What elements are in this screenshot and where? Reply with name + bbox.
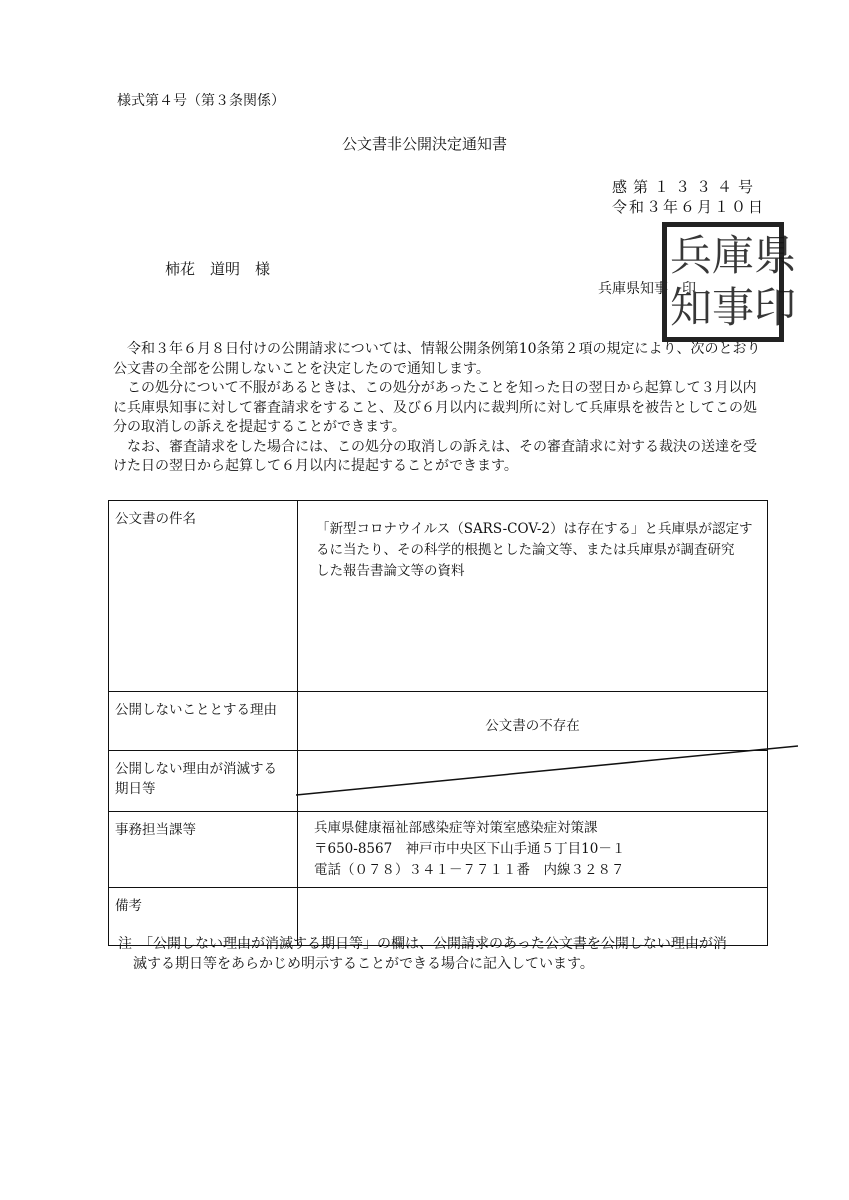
- contact-label: 事務担当課等: [109, 812, 298, 888]
- body-paragraph-2: この処分について不服があるときは、この処分があったことを知った日の翌日から起算して３月以内に兵庫県知事に対して審査請求をすること、及び６月以内に裁判所に対して兵庫県を被告としてこの処分の取消しの訴えを提起することができます。: [113, 380, 757, 435]
- subject-value: 「新型コロナウイルス（SARS-COV-2）は存在する」と兵庫県が認定す るに当たり、その科学的根拠とした論文等、または兵庫県が調査研究 した報告書論文等の資料: [298, 501, 768, 692]
- reason-label: 公開しないこととする理由: [109, 692, 298, 751]
- remarks-label: 備考: [109, 888, 298, 946]
- seal-char: 県: [754, 231, 797, 280]
- document-date: 令和３年６月１０日: [612, 198, 766, 216]
- footnote: 注 「公開しない理由が消滅する期日等」の欄は、公開請求のあった公文書を公開しない理由が消 滅する期日等をあらかじめ明示することができる場合に記入しています。: [118, 936, 727, 972]
- form-number: 様式第４号（第３条関係）: [117, 93, 285, 109]
- expiry-label: 公開しない理由が消滅する 期日等: [109, 751, 298, 812]
- seal-char: 印: [754, 283, 797, 332]
- notice-body: [113, 340, 763, 477]
- recipient-name: 柿花 道明 様: [165, 260, 271, 278]
- official-seal: [662, 222, 797, 342]
- seal-char: 知: [670, 283, 713, 332]
- subject-label: 公文書の件名: [109, 501, 298, 692]
- expiry-value: [298, 751, 768, 812]
- body-paragraph-1: 令和３年６月８日付けの公開請求については、情報公開条例第10条第２項の規定により、次のとおり公文書の全部を公開しないことを決定したので通知します。: [113, 341, 761, 377]
- decision-table: [108, 500, 768, 946]
- table-row: [109, 751, 768, 812]
- seal-char: 庫: [712, 231, 755, 280]
- seal-char: 兵: [670, 231, 713, 280]
- document-number: 感第１３３４号: [612, 178, 760, 196]
- seal-char: 事: [712, 283, 755, 332]
- table-row: [109, 501, 768, 692]
- document-title: 公文書非公開決定通知書: [341, 135, 507, 153]
- contact-value: 兵庫県健康福祉部感染症等対策室感染症対策課 〒650-8567 神戸市中央区下山手通５丁目10－１ 電話（０７８）３４１－７７１１番 内線３２８７: [298, 812, 768, 888]
- reason-value: 公文書の不存在: [298, 692, 768, 751]
- table-row: [109, 692, 768, 751]
- body-paragraph-3: なお、審査請求をした場合には、この処分の取消しの訴えは、その審査請求に対する裁決の送達を受けた日の翌日から起算して６月以内に提起することができます。: [113, 438, 757, 474]
- issuer-name: 兵庫県知事 印: [598, 281, 696, 297]
- table-row: [109, 812, 768, 888]
